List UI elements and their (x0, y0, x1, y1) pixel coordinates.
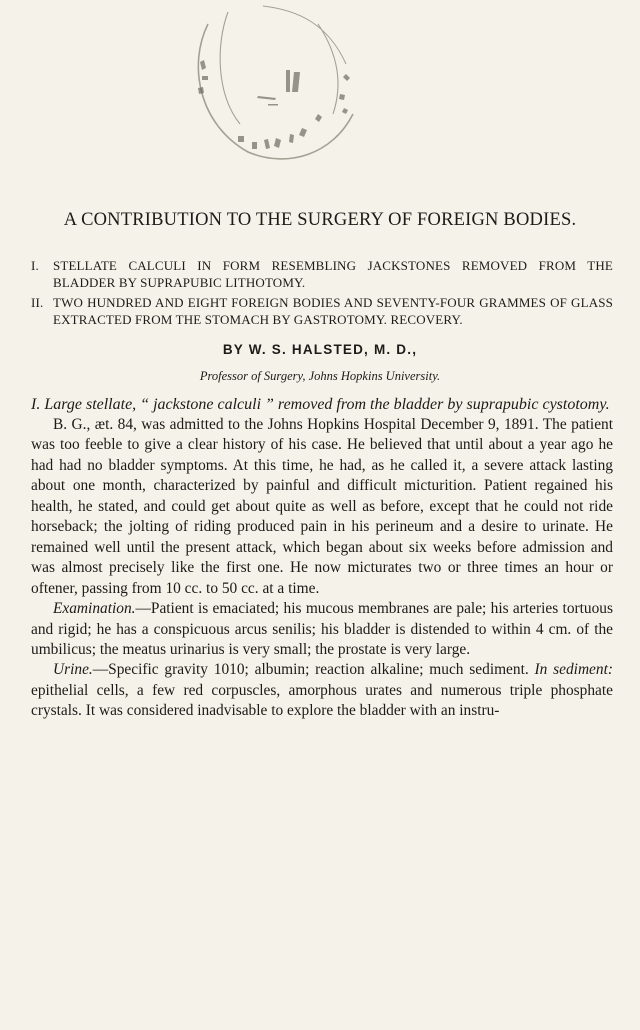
contents-item (31, 295, 613, 328)
contents-item-number: II. (31, 295, 44, 310)
paragraph-lead: Urine. (53, 661, 93, 679)
paragraph-text: —Specific gravity 1010; albumin; reaction alkaline; much sediment. (92, 661, 529, 679)
paragraph-text: —Patient is emaciated; his mucous membranes are pale; his arteries tortuous and rigid; he has a conspicuous arcus senilis; his bladder is distended to within 4 cm. of the umbilicus; the meatus urinarius is very small; the prostate is very large. (31, 600, 613, 658)
article-body (31, 394, 613, 722)
paragraph-text: epithelial cells, a few red corpuscles, amorphous urates and numerous triple phosphate crystals. It was considered inadvisable to explore the bladder with an instru- (31, 681, 613, 720)
contents-item (31, 258, 613, 291)
paragraph-inline-lead: In sediment: (534, 661, 613, 679)
contents-item-text: STELLATE CALCULI IN FORM RESEMBLING JACKSTONES REMOVED FROM THE BLADDER BY SUPRAPUBIC LITHOTOMY. (53, 258, 613, 290)
section-heading: I. Large stellate, “ jackstone calculi ” removed from the bladder by suprapubic cystotomy. (31, 396, 610, 413)
contents-item-number: I. (31, 258, 39, 273)
contents-list (31, 258, 613, 332)
paragraph-lead: Examination. (53, 600, 136, 618)
author-affiliation: Professor of Surgery, Johns Hopkins University. (199, 369, 441, 383)
paragraph-text: B. G., æt. 84, was admitted to the Johns Hopkins Hospital December 9, 1891. The patient was too feeble to give a clear history of his case. He believed that until about a year ago he had had no bladder symptoms. At this time, he had, as he called it, a severe attack lasting about one month, characterized by painful and difficult micturition. Patient regained his health, he stated, and could get about quite as well as before, except that he could not ride horseback; the jolting of riding produced pain in his perineum and a desire to urinate. He remained well until the present attack, which began about six weeks before admission and was almost precisely like the first one. He now micturates two or three times an hour or oftener, passing from 10 cc. to 50 cc. at a time. (31, 416, 613, 597)
library-stamp-icon (168, 4, 378, 174)
author-byline: BY W. S. HALSTED, M. D., (222, 342, 418, 357)
article-title: A CONTRIBUTION TO THE SURGERY OF FOREIGN BODIES. (63, 210, 577, 230)
paragraph (31, 660, 613, 721)
paragraph (31, 415, 613, 599)
paragraph (31, 599, 613, 660)
contents-item-text: TWO HUNDRED AND EIGHT FOREIGN BODIES AND SEVENTY-FOUR GRAMMES OF GLASS EXTRACTED FROM THE STOMACH BY GASTROTOMY. RECOVERY. (53, 295, 613, 327)
